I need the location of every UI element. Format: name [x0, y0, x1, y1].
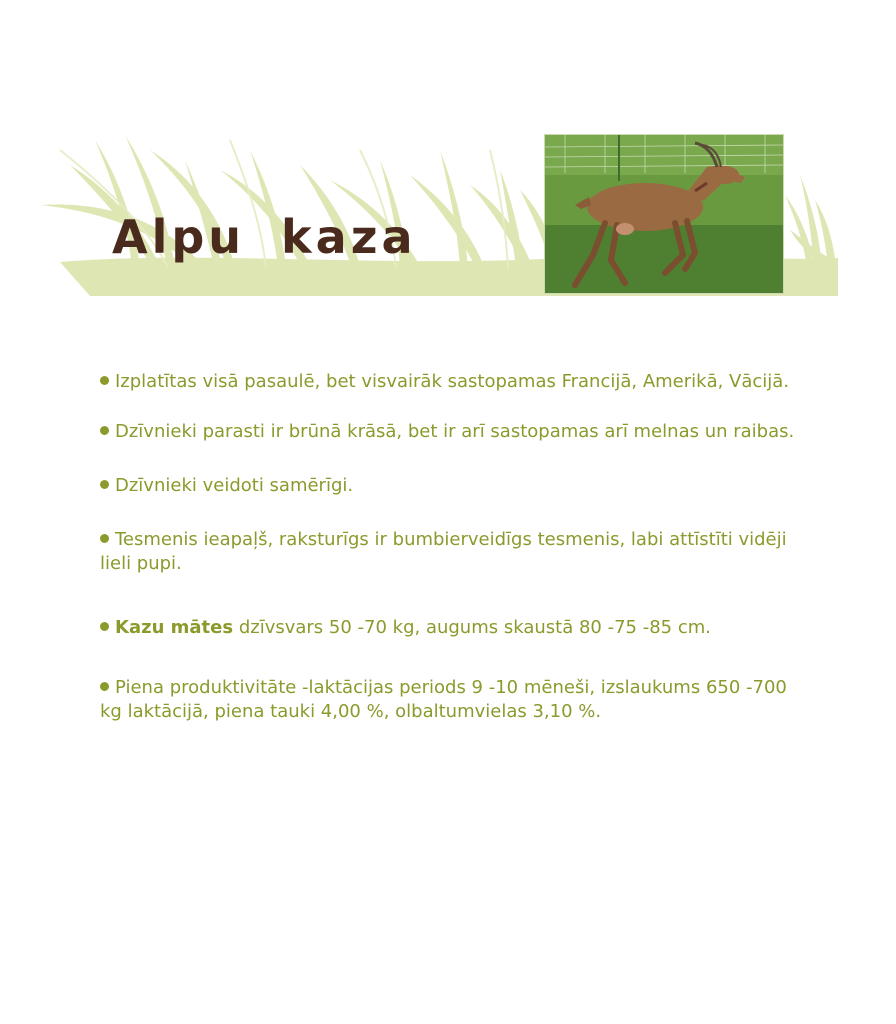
header-banner — [0, 0, 896, 320]
item-text: Tesmenis ieapaļš, raksturīgs ir bumbierveidīgs tesmenis, labi attīstīti vidēji lieli pupi. — [100, 529, 787, 574]
bullet-icon — [100, 480, 109, 489]
bullet-icon — [100, 682, 109, 691]
list-item — [100, 474, 800, 498]
list-item — [100, 676, 800, 724]
bullet-icon — [100, 534, 109, 543]
item-text: Dzīvnieki parasti ir brūnā krāsā, bet ir arī sastopamas arī melnas un raibas. — [115, 421, 795, 442]
list-item — [100, 420, 800, 444]
list-item — [100, 616, 800, 640]
item-text: Piena produktivitāte -laktācijas periods 9 -10 mēneši, izslaukums 650 -700 kg laktācijā, piena tauki 4,00 %, olbaltumvielas 3,10 %. — [100, 677, 787, 722]
item-lead: Kazu mātes — [115, 617, 234, 638]
item-text: Dzīvnieki veidoti samērīgi. — [115, 475, 354, 496]
bullet-icon — [100, 426, 109, 435]
page-title: Alpu kaza — [112, 210, 417, 264]
facts-list — [100, 370, 800, 724]
bullet-icon — [100, 622, 109, 631]
list-item — [100, 528, 800, 576]
list-item — [100, 370, 800, 394]
goat-photo — [544, 134, 784, 294]
item-text: Izplatītas visā pasaulē, bet visvairāk sastopamas Francijā, Amerikā, Vācijā. — [115, 371, 790, 392]
bullet-icon — [100, 376, 109, 385]
item-text: dzīvsvars 50 -70 kg, augums skaustā 80 -75 -85 cm. — [233, 617, 711, 638]
goat-image — [545, 135, 783, 293]
